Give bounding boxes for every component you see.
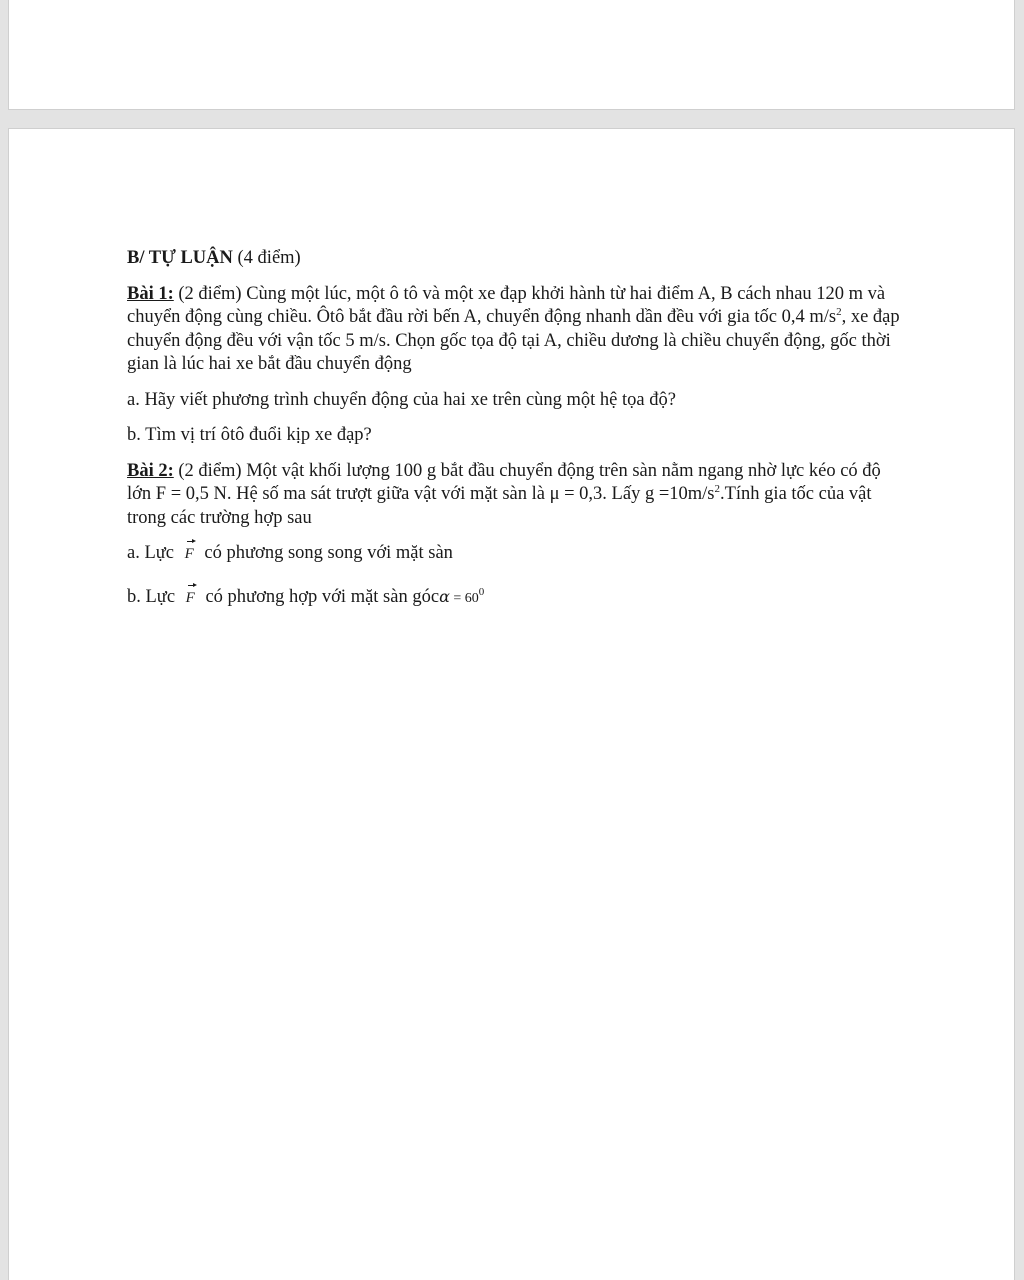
bai2-b-prefix: b. Lực	[127, 586, 180, 607]
previous-page	[8, 0, 1015, 110]
bai1-question-a: a. Hãy viết phương trình chuyển động của hai xe trên cùng một hệ tọa độ?	[127, 389, 676, 410]
bai2-a-suffix: có phương song song với mặt sàn	[199, 543, 453, 563]
bai1-text-1: (2 điểm) Cùng một lúc, một ô tô và một xe đạp khởi hành từ hai điểm A, B cách nhau 120 m và chuyển động cùng chiều. Ôtô bắt đầu rời bến A, chuyển động nhanh dần đều với gia tốc 0,4 m/s	[127, 283, 886, 327]
degree-sup: 0	[478, 585, 485, 598]
bai2-question-b	[127, 585, 907, 611]
bai1-question-b: b. Tìm vị trí ôtô đuổi kịp xe đạp?	[127, 425, 372, 445]
section-heading-bold: B/ TỰ LUẬN	[127, 248, 233, 268]
bai2-text-1: (2 điểm) Một vật khối lượng 100 g bắt đầu chuyển động trên sàn nằm ngang nhờ lực kéo có độ lớn F = 0,5 N. Hệ số ma sát trượt giữa vật với mặt sàn là μ = 0,3. Lấy g =10m/s	[127, 460, 881, 504]
bai1-sup: 2	[836, 305, 842, 318]
section-heading	[127, 247, 907, 271]
force-vector-symbol: F	[179, 543, 200, 567]
document-page	[8, 128, 1015, 1280]
section-heading-points: (4 điểm)	[232, 248, 301, 268]
bai2-question-a	[127, 542, 907, 567]
bai2-text-2: .Tính gia tốc của vật trong các trường hợp sau	[127, 484, 872, 528]
bai2-sup: 2	[714, 482, 720, 495]
bai2-a-prefix: a. Lực	[127, 543, 179, 563]
force-vector-symbol: F	[180, 587, 201, 611]
bai2-b-suffix: có phương hợp với mặt sàn góc	[200, 586, 440, 607]
bai1-paragraph	[127, 283, 907, 377]
bai2-label: Bài 2:	[127, 460, 174, 481]
bai2-paragraph	[127, 460, 907, 531]
angle-value: = 60	[449, 590, 479, 606]
bai1-label: Bài 1:	[127, 283, 174, 304]
bai1-text-2: , xe đạp chuyển động đều với vận tốc 5 m/s. Chọn gốc tọa độ tại A, chiều dương là chiều chuyển động, gốc thời gian là lúc hai xe bắt đầu chuyển động	[127, 307, 900, 374]
page-content	[127, 247, 907, 622]
alpha-symbol: α	[439, 586, 450, 606]
